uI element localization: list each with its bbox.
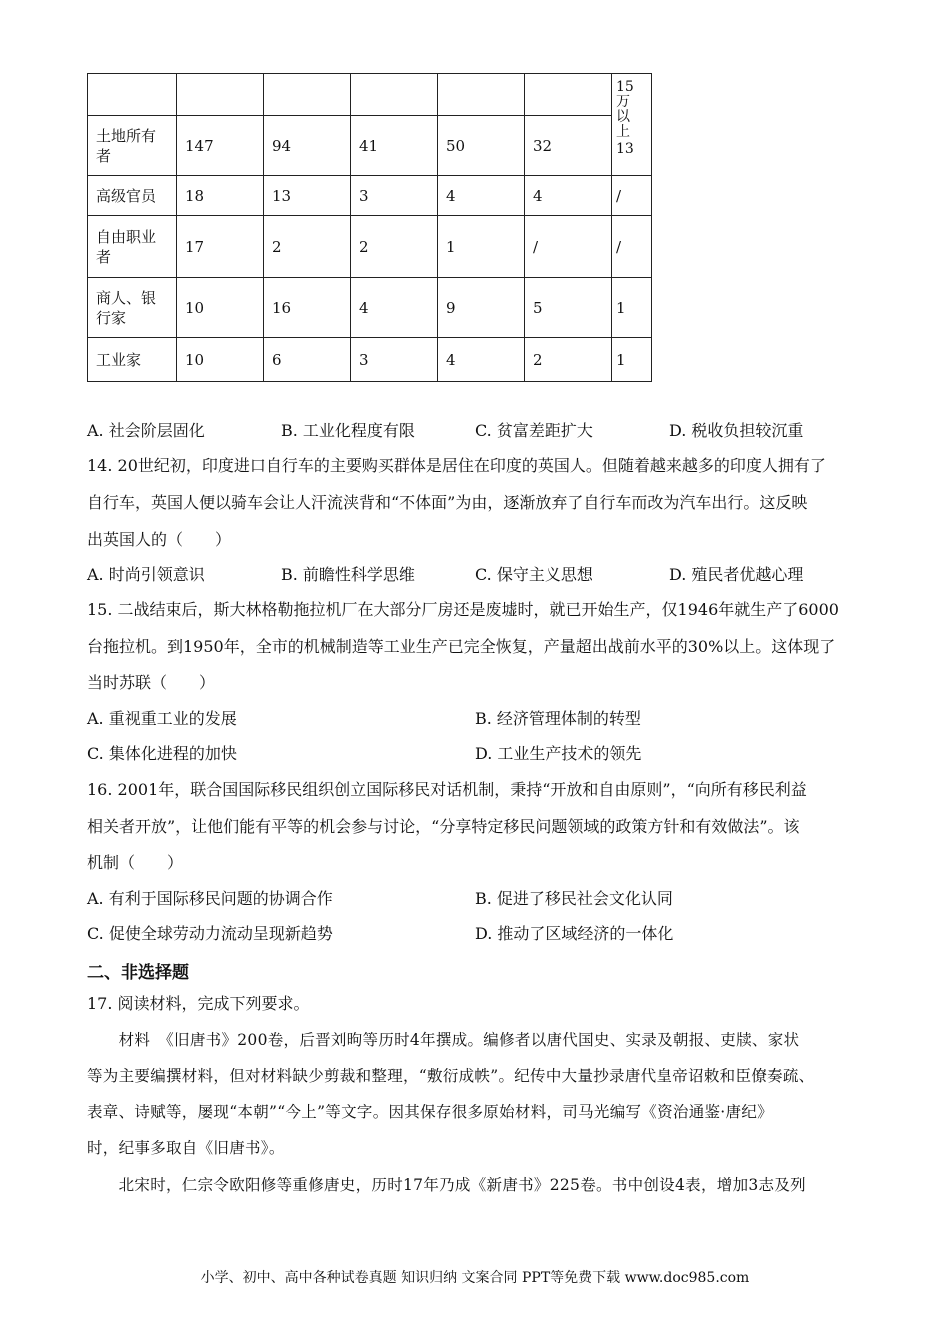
q14-option-b: B. 前瞻性科学思维	[281, 565, 415, 584]
table-cell: 4	[525, 176, 612, 216]
q15-stem-line: 当时苏联（ ）	[87, 673, 216, 692]
table-row	[88, 116, 652, 176]
q14-stem-line: 自行车，英国人便以骑车会让人汗流浃背和“不体面”为由，逐渐放弃了自行车而改为汽车出行。这反映	[87, 493, 808, 512]
table-cell	[525, 74, 612, 116]
table-cell: 16	[264, 278, 351, 338]
table-cell: 32	[525, 116, 612, 176]
q16-option-c: C. 促使全球劳动力流动呈现新趋势	[87, 924, 333, 943]
q15-option-a: A. 重视重工业的发展	[87, 709, 237, 728]
table-cell: 4	[438, 338, 525, 382]
material-line: 等为主要编撰材料，但对材料缺少剪裁和整理，“敷衍成帙”。纪传中大量抄录唐代皇帝诏敕和臣僚奏疏、	[87, 1067, 815, 1085]
table-cell: /	[525, 216, 612, 278]
q16-option-a: A. 有利于国际移民问题的协调合作	[87, 889, 333, 908]
q14-stem-line: 14. 20世纪初，印度进口自行车的主要购买群体是居住在印度的英国人。但随着越来越多的印度人拥有了	[87, 456, 826, 475]
row-label: 自由职业者	[88, 216, 177, 278]
q14-option-a: A. 时尚引领意识	[87, 565, 205, 584]
row-label: 工业家	[88, 338, 177, 382]
table-cell: 10	[177, 338, 264, 382]
table-cell	[264, 74, 351, 116]
table-row	[88, 278, 652, 338]
table-cell: 5	[525, 278, 612, 338]
table-cell: 1	[438, 216, 525, 278]
section-heading: 二、非选择题	[87, 963, 189, 983]
material-line: 表章、诗赋等，屡现“本朝”“今上”等文字。因其保存很多原始材料，司马光编写《资治通鉴·唐纪》	[87, 1103, 773, 1121]
q16-stem-line: 机制（ ）	[87, 853, 184, 872]
q16-option-d: D. 推动了区域经济的一体化	[475, 924, 674, 943]
table-row	[88, 176, 652, 216]
table-cell: 2	[264, 216, 351, 278]
table-header-row	[88, 74, 652, 116]
table-cell: 2	[351, 216, 438, 278]
table-cell: /	[612, 176, 652, 216]
q13-option-c: C. 贫富差距扩大	[475, 421, 593, 440]
q14-option-c: C. 保守主义思想	[475, 565, 593, 584]
table-cell: 3	[351, 176, 438, 216]
table-cell	[438, 74, 525, 116]
table-cell: 10	[177, 278, 264, 338]
q13-option-a: A. 社会阶层固化	[87, 421, 205, 440]
table-cell: 13	[264, 176, 351, 216]
table-cell: 18	[177, 176, 264, 216]
table-row	[88, 216, 652, 278]
q15-stem-line: 台拖拉机。到1950年，全市的机械制造等工业生产已完全恢复，产量超出战前水平的30%以上。这体现了	[87, 637, 836, 656]
q14-stem-line: 出英国人的（ ）	[87, 530, 232, 549]
table-cell: 1	[612, 278, 652, 338]
table-cell: 147	[177, 116, 264, 176]
row-label: 土地所有者	[88, 116, 177, 176]
q15-option-d: D. 工业生产技术的领先	[475, 744, 642, 763]
table-cell: /	[612, 216, 652, 278]
q17-intro: 17. 阅读材料，完成下列要求。	[87, 994, 310, 1013]
q16-stem-line: 16. 2001年，联合国国际移民组织创立国际移民对话机制，秉持“开放和自由原则”，“向所有移民利益	[87, 780, 807, 799]
q13-option-b: B. 工业化程度有限	[281, 421, 415, 440]
q16-stem-line: 相关者开放”，让他们能有平等的机会参与讨论，“分享特定移民问题领域的政策方针和有效做法”。该	[87, 817, 800, 836]
q15-stem-line: 15. 二战结束后，斯大林格勒拖拉机厂在大部分厂房还是废墟时，就已开始生产，仅1946年就生产了6000	[87, 600, 839, 619]
q16-option-b: B. 促进了移民社会文化认同	[475, 889, 673, 908]
row-label: 商人、银行家	[88, 278, 177, 338]
q13-option-d: D. 税收负担较沉重	[669, 421, 804, 440]
table-cell: 2	[525, 338, 612, 382]
material-line: 北宋时，仁宗令欧阳修等重修唐史，历时17年乃成《新唐书》225卷。书中创设4表，增加3志及列	[87, 1176, 806, 1194]
table-cell: 9	[438, 278, 525, 338]
page-footer: 小学、初中、高中各种试卷真题 知识归纳 文案合同 PPT等免费下载 www.doc985.com	[200, 1270, 750, 1286]
table-cell-value: 13	[616, 141, 634, 157]
row-label: 高级官员	[88, 176, 177, 216]
table-row	[88, 338, 652, 382]
statistics-table	[87, 73, 652, 382]
table-cell: 1	[612, 338, 652, 382]
q14-option-d: D. 殖民者优越心理	[669, 565, 804, 584]
q15-option-b: B. 经济管理体制的转型	[475, 709, 641, 728]
table-header-cell	[612, 74, 652, 176]
table-cell: 94	[264, 116, 351, 176]
table-cell	[177, 74, 264, 116]
material-line: 材料 《旧唐书》200卷，后晋刘昫等历时4年撰成。编修者以唐代国史、实录及朝报、吏牍、家状	[87, 1031, 800, 1049]
q15-option-c: C. 集体化进程的加快	[87, 744, 237, 763]
table-cell: 17	[177, 216, 264, 278]
table-cell: 6	[264, 338, 351, 382]
table-cell: 4	[438, 176, 525, 216]
material-line: 时，纪事多取自《旧唐书》。	[87, 1139, 285, 1157]
table-cell: 41	[351, 116, 438, 176]
table-cell: 4	[351, 278, 438, 338]
table-cell	[351, 74, 438, 116]
table-cell: 50	[438, 116, 525, 176]
table-cell	[88, 74, 177, 116]
table-cell: 3	[351, 338, 438, 382]
column-header-label: 15万以上	[616, 79, 634, 140]
